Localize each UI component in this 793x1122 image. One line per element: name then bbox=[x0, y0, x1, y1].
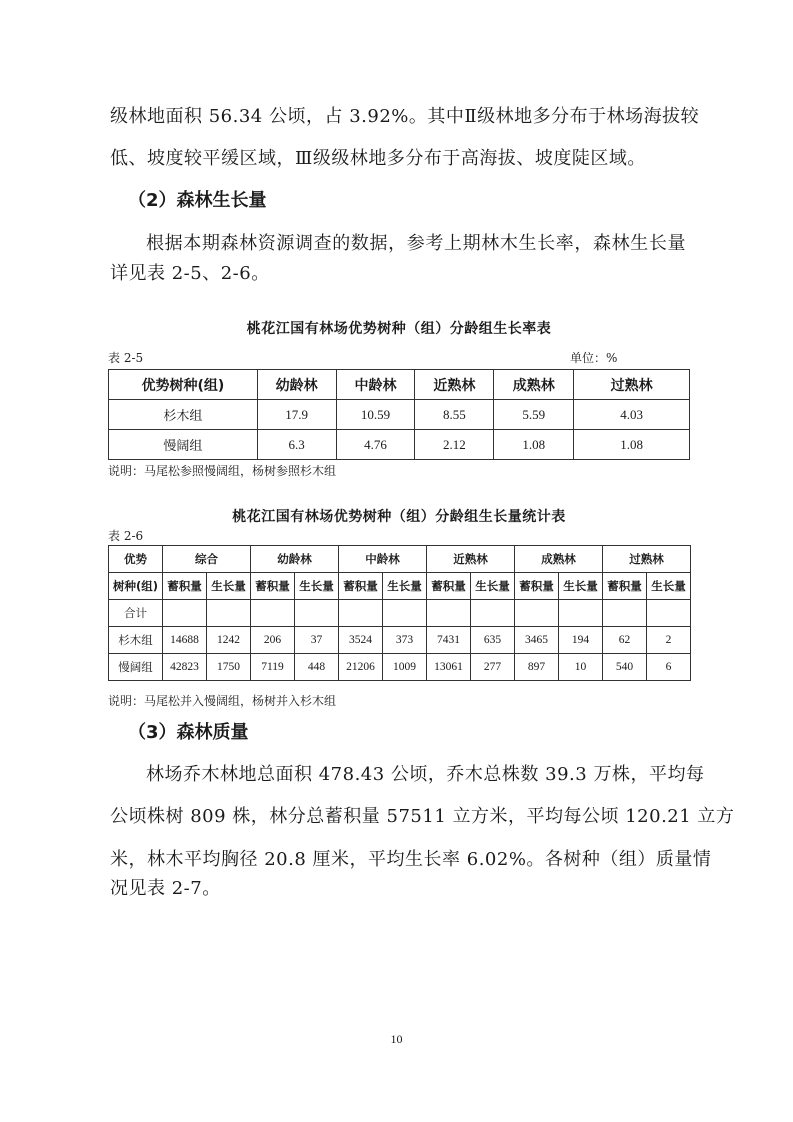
table-cell: 慢阔组 bbox=[109, 654, 163, 681]
table-cell: 3524 bbox=[339, 627, 383, 654]
table-cell: 6 bbox=[647, 654, 691, 681]
table-2-5-title: 桃花江国有林场优势树种（组）分龄组生长率表 bbox=[246, 321, 552, 337]
table-cell: 杉木组 bbox=[109, 627, 163, 654]
table-cell: 1.08 bbox=[494, 430, 574, 460]
table-cell: 6.3 bbox=[257, 430, 336, 460]
table-cell: 慢阔组 bbox=[109, 430, 258, 460]
table-cell: 杉木组 bbox=[109, 400, 258, 430]
table-cell: 13061 bbox=[427, 654, 471, 681]
paragraph-line: 级林地面积 56.34 公顷，占 3.92%。其中Ⅱ级林地多分布于林场海拔较 bbox=[110, 106, 700, 127]
header-cell: 生长量 bbox=[383, 573, 427, 600]
table-cell: 5.59 bbox=[494, 400, 574, 430]
header-cell: 优势树种(组) bbox=[109, 370, 258, 400]
table-cell: 2 bbox=[647, 627, 691, 654]
header-cell: 生长量 bbox=[559, 573, 603, 600]
header-cell: 蓄积量 bbox=[603, 573, 647, 600]
header-cell: 过熟林 bbox=[603, 546, 691, 573]
header-cell: 生长量 bbox=[471, 573, 515, 600]
table-cell: 1242 bbox=[207, 627, 251, 654]
table-cell: 17.9 bbox=[257, 400, 336, 430]
table-2-6 bbox=[108, 545, 691, 681]
table-2-6-note: 说明：马尾松并入慢阔组，杨树并入杉木组 bbox=[108, 694, 337, 708]
table-cell bbox=[647, 600, 691, 627]
table-row bbox=[109, 654, 691, 681]
table-cell bbox=[251, 600, 295, 627]
paragraph-line: 林场乔木林地总面积 478.43 公顷，乔木总株数 39.3 万株，平均每 bbox=[146, 764, 705, 785]
table-cell: 635 bbox=[471, 627, 515, 654]
table-cell: 1009 bbox=[383, 654, 427, 681]
table-2-5-label: 表 2-5 bbox=[108, 351, 144, 365]
table-row bbox=[109, 600, 691, 627]
header-cell: 中龄林 bbox=[336, 370, 415, 400]
table-row bbox=[109, 430, 690, 460]
table-cell bbox=[427, 600, 471, 627]
header-cell: 近熟林 bbox=[427, 546, 515, 573]
table-cell bbox=[559, 600, 603, 627]
table-cell: 2.12 bbox=[415, 430, 494, 460]
header-cell: 幼龄林 bbox=[257, 370, 336, 400]
table-cell: 10 bbox=[559, 654, 603, 681]
table-2-5-unit: 单位：% bbox=[570, 351, 618, 365]
table-2-6-label: 表 2-6 bbox=[108, 529, 144, 543]
table-cell: 194 bbox=[559, 627, 603, 654]
table-cell bbox=[603, 600, 647, 627]
table-cell: 7431 bbox=[427, 627, 471, 654]
table-cell: 448 bbox=[295, 654, 339, 681]
page-number: 10 bbox=[390, 1032, 403, 1046]
header-cell: 蓄积量 bbox=[427, 573, 471, 600]
table-cell: 373 bbox=[383, 627, 427, 654]
table-cell: 1750 bbox=[207, 654, 251, 681]
table-2-5-note: 说明：马尾松参照慢阔组，杨树参照杉木组 bbox=[108, 464, 337, 478]
header-cell: 近熟林 bbox=[415, 370, 494, 400]
table-cell: 合计 bbox=[109, 600, 163, 627]
header-cell: 蓄积量 bbox=[515, 573, 559, 600]
header-cell: 树种(组) bbox=[109, 573, 163, 600]
header-cell: 蓄积量 bbox=[163, 573, 207, 600]
table-cell: 37 bbox=[295, 627, 339, 654]
table-cell bbox=[163, 600, 207, 627]
table-row bbox=[109, 400, 690, 430]
table-cell: 42823 bbox=[163, 654, 207, 681]
table-cell: 7119 bbox=[251, 654, 295, 681]
table-cell: 4.03 bbox=[574, 400, 690, 430]
header-cell: 生长量 bbox=[207, 573, 251, 600]
header-cell: 蓄积量 bbox=[339, 573, 383, 600]
paragraph-line: 详见表 2-5、2-6。 bbox=[110, 263, 270, 284]
table-cell: 206 bbox=[251, 627, 295, 654]
table-cell: 4.76 bbox=[336, 430, 415, 460]
header-cell: 幼龄林 bbox=[251, 546, 339, 573]
header-cell: 蓄积量 bbox=[251, 573, 295, 600]
table-header-row bbox=[109, 546, 691, 573]
table-cell: 14688 bbox=[163, 627, 207, 654]
header-cell: 成熟林 bbox=[515, 546, 603, 573]
section-heading-quality: （3）森林质量 bbox=[128, 722, 249, 743]
paragraph-line: 况见表 2-7。 bbox=[110, 878, 221, 899]
header-cell: 中龄林 bbox=[339, 546, 427, 573]
table-cell: 540 bbox=[603, 654, 647, 681]
header-cell: 优势 bbox=[109, 546, 163, 573]
header-cell: 生长量 bbox=[295, 573, 339, 600]
table-cell: 21206 bbox=[339, 654, 383, 681]
table-cell: 1.08 bbox=[574, 430, 690, 460]
table-cell: 62 bbox=[603, 627, 647, 654]
table-cell bbox=[207, 600, 251, 627]
table-cell bbox=[383, 600, 427, 627]
table-cell bbox=[515, 600, 559, 627]
paragraph-line: 低、坡度较平缓区域，Ⅲ级级林地多分布于高海拔、坡度陡区域。 bbox=[110, 148, 646, 169]
header-cell: 综合 bbox=[163, 546, 251, 573]
table-cell: 10.59 bbox=[336, 400, 415, 430]
table-cell bbox=[295, 600, 339, 627]
paragraph-line: 根据本期森林资源调查的数据，参考上期林木生长率，森林生长量 bbox=[146, 233, 686, 254]
table-cell bbox=[339, 600, 383, 627]
header-cell: 生长量 bbox=[647, 573, 691, 600]
table-cell: 8.55 bbox=[415, 400, 494, 430]
header-cell: 成熟林 bbox=[494, 370, 574, 400]
table-row bbox=[109, 627, 691, 654]
table-cell: 897 bbox=[515, 654, 559, 681]
table-cell: 3465 bbox=[515, 627, 559, 654]
paragraph-line: 公顷株树 809 株，林分总蓄积量 57511 立方米，平均每公顷 120.21 立方 bbox=[110, 806, 735, 827]
table-cell: 277 bbox=[471, 654, 515, 681]
table-2-5 bbox=[108, 369, 690, 460]
header-cell: 过熟林 bbox=[574, 370, 690, 400]
table-cell bbox=[471, 600, 515, 627]
table-header-row bbox=[109, 370, 690, 400]
section-heading-growth: （2）森林生长量 bbox=[128, 190, 267, 211]
table-2-6-title: 桃花江国有林场优势树种（组）分龄组生长量统计表 bbox=[232, 509, 566, 525]
table-header-row bbox=[109, 573, 691, 600]
paragraph-line: 米，林木平均胸径 20.8 厘米，平均生长率 6.02%。各树种（组）质量情 bbox=[110, 849, 712, 870]
